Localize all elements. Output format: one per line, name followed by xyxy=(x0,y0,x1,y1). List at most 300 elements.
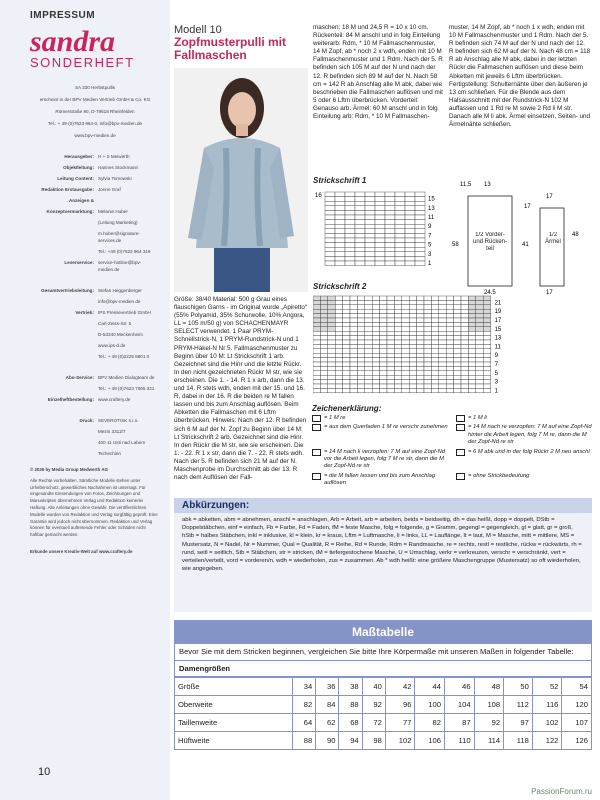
publisher-web[interactable]: www.bpv-medien.de xyxy=(74,133,116,138)
chart2-cell xyxy=(335,362,342,366)
chart1-cell xyxy=(355,192,365,197)
chart1-cell xyxy=(365,247,375,252)
chart2-cell xyxy=(409,309,416,313)
chart2-cell xyxy=(446,336,453,340)
chart2-cell xyxy=(387,362,394,366)
chart1-cell xyxy=(345,215,355,220)
chart2-cell xyxy=(328,380,335,384)
chart2-cell xyxy=(357,327,364,331)
chart2-cell xyxy=(409,358,416,362)
instructions-col1: Größe: 38/40 Material: 500 g Grau eines flauschigen Garns - im Original wurde „Apiretto“ (55% Polyamid, 35% Schurwolle, 10% Angora, LL = 105 m/50 g) von SCHACHENMAYR SELECT verwendet. 1 Paar PRYM-Schnellstrick-N, 1 PRYM-Rundstrick-N und 1 PRYM-Häkel-N Nr 5. Fallmaschenmuster zu Beginn über 10 M: Lt Strickschrift 1 arb. Gezeichnet sind die Hinr und die letzte Rückr. In den nicht gezeichneten Rückr M str, wie sie erscheinen. Die 1. - 14. R 1 x arb, dann die 13. und 14. R stets wdh, enden mit der 15. und 16. R, dabei in der 16. R die beiden re M fallen lassen und bis zum Anschlag auflösen. Beim Abketten die Fallmaschen mit 6 Lftm überbrücken. Hinweis: Nach der 12. R befinden sich 6 M auf der N. Zopf zu Beginn über 14 M: Lt Strickschrift 2 arb. Gezeichnet sind die Hinr. In den Rückr die M str, wie sie erscheinen. Die 1. - 22. R 1 x str, dann die 7. - 22. R stets wdh. Nach der 5. R befinden sich 21 M auf der N. Maschenprobe im Durchschnitt ab der 13. R nach dem Auflösen der Fall- xyxy=(174,296,307,482)
impressum-key: Gesamtvertriebsleitung: xyxy=(41,288,94,293)
chart2-cell xyxy=(439,314,446,318)
chart2-cell xyxy=(387,380,394,384)
chart2-cell xyxy=(328,336,335,340)
schematic-right: 48 xyxy=(572,232,579,238)
chart2-cell xyxy=(431,388,438,392)
chart2-row-label: 17 xyxy=(494,318,502,324)
chart1-cell xyxy=(385,210,395,215)
chart1-cell xyxy=(335,256,345,261)
chart2-cell xyxy=(468,327,475,331)
copyright-title: © 2026 by Media Group Medwerth AG xyxy=(30,467,108,472)
chart2-cell xyxy=(468,336,475,340)
size-cell: 50 xyxy=(504,678,533,696)
impressum-row xyxy=(30,153,160,160)
chart2-cell xyxy=(357,375,364,379)
chart2-cell xyxy=(328,296,335,300)
chart2-cell xyxy=(476,340,483,344)
chart2-cell xyxy=(328,371,335,375)
chart2-cell xyxy=(365,314,372,318)
impressum-key xyxy=(30,385,98,392)
distribution-list xyxy=(30,287,160,360)
schematic-top1: 11,5 xyxy=(460,182,472,188)
chart2-cell xyxy=(483,362,490,366)
impressum-value: H + S Meiwerth xyxy=(98,154,130,159)
size-cell: 92 xyxy=(362,696,385,714)
staff-list xyxy=(30,153,160,273)
chart1-cell xyxy=(395,229,405,234)
chart2-cell xyxy=(372,336,379,340)
chart2-cell xyxy=(417,327,424,331)
size-cell: 90 xyxy=(316,732,339,750)
chart2-cell xyxy=(461,380,468,384)
impressum-value: D-53340 Meckenheim xyxy=(98,332,143,337)
chart1-cell xyxy=(365,210,375,215)
chart2-cell xyxy=(328,353,335,357)
chart2-cell xyxy=(380,322,387,326)
chart2-cell xyxy=(343,349,350,353)
impressum-key: Abo-Service: xyxy=(65,375,94,380)
chart2-cell xyxy=(313,380,320,384)
chart2-cell xyxy=(476,375,483,379)
chart2-cell xyxy=(380,388,387,392)
chart2-cell xyxy=(439,353,446,357)
size-cell: 48 xyxy=(474,678,504,696)
chart2-cell xyxy=(372,327,379,331)
impressum-row xyxy=(30,385,160,392)
front-label: 1/2 Vorder- und Rücken- teil xyxy=(472,232,508,252)
impressum-value: IPS Pressevertrieb GmbH xyxy=(98,310,151,315)
chart2-cell xyxy=(380,336,387,340)
chart1-cell xyxy=(355,224,365,229)
chart1-cell xyxy=(325,197,335,202)
chart2-cell xyxy=(365,349,372,353)
chart2-cell xyxy=(357,358,364,362)
chart2-cell xyxy=(328,384,335,388)
chart1-cell xyxy=(395,243,405,248)
abbreviations-text: abk = abketten, abm = abnehmen, anschl = anschlagen, Arb = Arbeit, arb = arbeiten, beids = beidseitig, dh = das heißt, dopp = doppelt, DStb = Doppelstäbchen, einf = einfach, Fb = Farbe, Fd = Faden, fM = feste Masche, folg = folgende, g = Gramm, gegengl = gegengleich, gl = glatt, gr = groß, hStb = halbes Stäbchen, inkl = inklusive, kl = klein, kr = kraus, Lftm = Luftmasche, li = links, LL = Lauflänge, lt = laut, M = Masche, mitt = mittlere, MS = Mustersatz, N = Nadel, Nr = Nummer, Qual = Qualität, R = Reihe, Rd = Runde, Rdm = Randmasche, re = rechts, restl = restliche, rückw = rückwärts, rh = rund, seitl = seitlich, Stb = Stäbchen, str = stricken, tM = tiefergestochene Masche, U = Umschlag, verkr = verkreuzen, verschr = verschränkt, vert = verteilen/verteilt, vord = vorderen/n, wdh = wiederholen, zus = zusammen. Ab * wdh heißt: eine größere Maschengruppe (Mustersatz) so oft wiederholen, wie angegeben. xyxy=(182,517,582,573)
chart2-cell xyxy=(328,362,335,366)
chart2-cell xyxy=(439,336,446,340)
issue-name: SA 330 Herbstpullis xyxy=(74,85,116,90)
chart2-cell xyxy=(365,366,372,370)
chart1-cell xyxy=(345,210,355,215)
chart2-cell xyxy=(461,349,468,353)
chart2-cell xyxy=(343,375,350,379)
chart2-cell xyxy=(320,380,327,384)
impressum-value: Tel.: + 49 (0)2225 8801 0 xyxy=(98,354,150,359)
chart1-row-label: 13 xyxy=(428,205,435,212)
chart1-cell xyxy=(365,243,375,248)
model-photo xyxy=(174,68,308,292)
chart2-cell xyxy=(320,358,327,362)
chart2-cell xyxy=(461,296,468,300)
impressum-row xyxy=(30,342,160,349)
impressum-row xyxy=(30,208,160,215)
chart2-cell xyxy=(313,371,320,375)
chart1-cell xyxy=(355,206,365,211)
chart2-cell xyxy=(454,331,461,335)
chart2-cell xyxy=(320,375,327,379)
chart2-row-label: 15 xyxy=(494,326,502,333)
chart2-cell xyxy=(439,384,446,388)
chart2-cell xyxy=(335,388,342,392)
chart2-cell xyxy=(313,375,320,379)
chart2-cell xyxy=(483,380,490,384)
chart1-cell xyxy=(375,233,385,238)
chart2-cell xyxy=(394,366,401,370)
chart2-cell xyxy=(476,322,483,326)
chart2-cell xyxy=(350,314,357,318)
chart2-cell xyxy=(409,331,416,335)
chart1-cell xyxy=(395,252,405,257)
chart2-cell xyxy=(454,384,461,388)
model-title: Zopfmusterpulli mit Fallmaschen xyxy=(174,35,286,62)
size-row-label: Taillenweite xyxy=(175,714,293,732)
chart1-cell xyxy=(405,206,415,211)
chart2-cell xyxy=(446,388,453,392)
chart1-cell xyxy=(335,201,345,206)
impressum-key xyxy=(30,353,98,360)
impressum-row xyxy=(30,353,160,360)
chart1-cell xyxy=(345,206,355,211)
chart1-cell xyxy=(365,215,375,220)
chart2-cell xyxy=(476,331,483,335)
chart2-cell xyxy=(446,349,453,353)
chart2-cell xyxy=(343,344,350,348)
craftery-footer[interactable]: Erkunde unsere Kreativ-Welt auf www.craftery.de xyxy=(30,548,133,554)
chart1-cell xyxy=(385,192,395,197)
chart2-cell xyxy=(402,322,409,326)
chart1-cell xyxy=(335,206,345,211)
chart2-cell xyxy=(468,305,475,309)
chart2-cell xyxy=(372,344,379,348)
chart2-cell xyxy=(320,384,327,388)
chart2-cell xyxy=(335,366,342,370)
chart2-cell xyxy=(439,344,446,348)
chart2-cell xyxy=(424,358,431,362)
chart2-row-label: 13 xyxy=(494,335,502,342)
chart1-cell xyxy=(375,220,385,225)
chart2-cell xyxy=(350,375,357,379)
impressum-row xyxy=(30,331,160,338)
chart2-cell xyxy=(446,327,453,331)
chart2-cell xyxy=(461,375,468,379)
chart2-cell xyxy=(454,336,461,340)
publisher-info xyxy=(30,84,160,139)
publisher-address: Römerstraße 90, D-79618 Rheinfelden xyxy=(55,109,135,114)
chart1-cell xyxy=(355,247,365,252)
chart2-cell xyxy=(365,358,372,362)
chart2-cell xyxy=(476,305,483,309)
chart2-cell xyxy=(446,358,453,362)
chart2-cell xyxy=(328,300,335,304)
size-cell: 120 xyxy=(562,696,592,714)
chart2-cell xyxy=(431,305,438,309)
chart2-cell xyxy=(394,318,401,322)
chart1-cell xyxy=(335,220,345,225)
chart2-cell xyxy=(439,331,446,335)
chart2-cell xyxy=(454,322,461,326)
chart2-cell xyxy=(387,353,394,357)
chart2-cell xyxy=(417,300,424,304)
legend-item xyxy=(456,473,596,488)
chart2-cell xyxy=(454,314,461,318)
chart2-cell xyxy=(387,384,394,388)
impressum-value: www.ips-d.de xyxy=(98,343,126,348)
chart1-cell xyxy=(335,197,345,202)
chart2-cell xyxy=(320,366,327,370)
chart1-cell xyxy=(325,206,335,211)
chart2-cell xyxy=(476,366,483,370)
impressum-value: Mezni 3312/7 xyxy=(98,429,126,434)
size-table-row xyxy=(175,732,592,750)
impressum-key: Konzeptvermarktung: xyxy=(46,209,94,214)
chart2-cell xyxy=(468,380,475,384)
chart2-cell xyxy=(446,353,453,357)
chart2-cell xyxy=(387,318,394,322)
chart2-cell xyxy=(454,371,461,375)
chart1-cell xyxy=(325,210,335,215)
chart2-cell xyxy=(372,358,379,362)
legend-symbol-icon xyxy=(456,473,465,480)
chart2-cell xyxy=(468,296,475,300)
chart2-cell xyxy=(483,340,490,344)
chart1-cell xyxy=(395,197,405,202)
chart2-cell xyxy=(402,309,409,313)
chart2-cell xyxy=(328,349,335,353)
chart2-cell xyxy=(387,371,394,375)
chart1-cell xyxy=(325,192,335,197)
chart1-cell xyxy=(405,229,415,234)
chart2-cell xyxy=(335,318,342,322)
chart2-cell xyxy=(372,366,379,370)
chart2-cell xyxy=(372,300,379,304)
chart2-cell xyxy=(461,384,468,388)
chart1-cell xyxy=(365,252,375,257)
size-cell: 126 xyxy=(562,732,592,750)
chart2-cell xyxy=(476,362,483,366)
chart2-cell xyxy=(424,380,431,384)
chart2-cell xyxy=(357,344,364,348)
chart2-cell xyxy=(372,309,379,313)
chart2-cell xyxy=(372,331,379,335)
chart2-cell xyxy=(365,322,372,326)
chart2-cell xyxy=(335,344,342,348)
chart2-cell xyxy=(468,318,475,322)
chart1-cell xyxy=(335,247,345,252)
chart2-cell xyxy=(446,384,453,388)
chart2-cell xyxy=(424,384,431,388)
chart2-cell xyxy=(431,340,438,344)
impressum-row xyxy=(30,230,160,244)
chart1-cell xyxy=(385,220,395,225)
size-table-subheading: Damengrößen xyxy=(174,661,592,677)
chart2-cell xyxy=(328,318,335,322)
chart2-cell xyxy=(431,331,438,335)
chart2-cell xyxy=(461,358,468,362)
size-cell: 54 xyxy=(562,678,592,696)
chart1-cell xyxy=(365,229,375,234)
size-row-label: Größe xyxy=(175,678,293,696)
chart2-row-label: 3 xyxy=(494,379,498,386)
size-cell: 36 xyxy=(316,678,339,696)
chart2-cell xyxy=(357,384,364,388)
publisher-name: erscheint in der BPV Medien Vertrieb GmbH & Co. KG xyxy=(39,97,151,102)
size-table-row xyxy=(175,696,592,714)
legend-symbol-icon xyxy=(312,415,321,422)
impressum-title: IMPRESSUM xyxy=(30,10,96,21)
chart2-cell xyxy=(394,305,401,309)
chart1-row-label: 7 xyxy=(428,233,432,240)
chart2-cell xyxy=(409,344,416,348)
chart2-cell xyxy=(365,296,372,300)
chart1-cell xyxy=(395,215,405,220)
chart2-cell xyxy=(409,362,416,366)
chart2-cell xyxy=(402,349,409,353)
impressum-value: Carl-Zeiss-Str. 5 xyxy=(98,321,132,326)
size-cell: 88 xyxy=(293,732,316,750)
chart2-cell xyxy=(454,353,461,357)
impressum-value: Tschechien xyxy=(98,451,121,456)
impressum-key: Redaktion Erstausgabe: xyxy=(41,187,94,192)
schematic-bottom1: 24,5 xyxy=(484,290,496,294)
chart2-cell xyxy=(365,340,372,344)
chart2-cell xyxy=(394,331,401,335)
impressum-key xyxy=(30,331,98,338)
chart1-cell xyxy=(335,261,345,266)
impressum-row xyxy=(30,219,160,226)
chart2-cell xyxy=(350,296,357,300)
abbreviations-title: Abkürzungen: xyxy=(174,498,592,513)
impressum-row xyxy=(30,164,160,171)
chart2-cell xyxy=(380,375,387,379)
size-cell: 97 xyxy=(504,714,533,732)
chart2-cell xyxy=(402,327,409,331)
size-cell: 118 xyxy=(504,732,533,750)
chart2-cell xyxy=(468,388,475,392)
legend-text: = die M fallen lassen und bis zum Anschlag auflösen xyxy=(324,472,436,487)
chart2-cell xyxy=(320,322,327,326)
chart2-cell xyxy=(335,371,342,375)
legend-item xyxy=(456,424,596,446)
chart2-cell xyxy=(394,384,401,388)
chart1-cell xyxy=(405,192,415,197)
chart1-cell xyxy=(415,252,425,257)
chart2-cell xyxy=(476,318,483,322)
chart1-cell xyxy=(345,256,355,261)
size-cell: 116 xyxy=(532,696,562,714)
impressum-row xyxy=(30,287,160,294)
chart2-cell xyxy=(350,353,357,357)
chart2-cell xyxy=(313,309,320,313)
chart2-cell xyxy=(424,353,431,357)
chart1-cell xyxy=(395,192,405,197)
chart2-row-label: 21 xyxy=(494,300,502,307)
size-cell: 52 xyxy=(532,678,562,696)
impressum-key: Objektleitung: xyxy=(63,165,94,170)
size-cell: 122 xyxy=(532,732,562,750)
chart2-cell xyxy=(483,375,490,379)
chart2-cell xyxy=(357,300,364,304)
chart1-cell xyxy=(365,197,375,202)
chart2-cell xyxy=(350,327,357,331)
chart2-cell xyxy=(313,322,320,326)
chart1-cell xyxy=(415,233,425,238)
chart2-cell xyxy=(461,305,468,309)
chart2-cell xyxy=(357,314,364,318)
chart2-cell xyxy=(424,371,431,375)
schematic-diagram xyxy=(440,176,592,294)
size-cell: 110 xyxy=(445,732,475,750)
chart2-cell xyxy=(402,314,409,318)
chart2-cell xyxy=(409,366,416,370)
chart1-cell xyxy=(325,215,335,220)
chart2-cell xyxy=(446,296,453,300)
chart2-cell xyxy=(402,384,409,388)
chart2-cell xyxy=(380,349,387,353)
chart2-cell xyxy=(439,327,446,331)
chart2-cell xyxy=(313,331,320,335)
chart2-cell xyxy=(365,371,372,375)
chart1-cell xyxy=(385,243,395,248)
chart2-cell xyxy=(431,375,438,379)
chart2-cell xyxy=(454,375,461,379)
chart2-cell xyxy=(409,388,416,392)
chart1-cell xyxy=(365,261,375,266)
legend-item xyxy=(312,449,452,471)
chart2-cell xyxy=(328,331,335,335)
chart2-cell xyxy=(372,318,379,322)
chart2-cell xyxy=(402,336,409,340)
chart2-cell xyxy=(468,322,475,326)
impressum-value: service-hotline@bpv-medien.de xyxy=(98,260,142,272)
chart2-cell xyxy=(468,349,475,353)
chart2-cell xyxy=(394,336,401,340)
chart2-cell xyxy=(380,327,387,331)
chart2-cell xyxy=(343,362,350,366)
chart2-cell xyxy=(335,322,342,326)
impressum-value: info@bpv-medien.de xyxy=(98,299,141,304)
chart1-cell xyxy=(415,220,425,225)
chart2-cell xyxy=(365,375,372,379)
chart2-cell xyxy=(313,366,320,370)
size-cell: 82 xyxy=(415,714,445,732)
chart2-cell xyxy=(313,358,320,362)
chart2-cell xyxy=(357,366,364,370)
chart1-cell xyxy=(325,238,335,243)
chart2-cell xyxy=(402,331,409,335)
chart2-cell xyxy=(365,300,372,304)
chart2-row-label: 9 xyxy=(494,353,498,360)
chart2-cell xyxy=(350,300,357,304)
chart1-cell xyxy=(365,238,375,243)
chart2-cell xyxy=(483,371,490,375)
chart1-cell xyxy=(325,201,335,206)
size-cell: 34 xyxy=(293,678,316,696)
chart2-cell xyxy=(328,344,335,348)
